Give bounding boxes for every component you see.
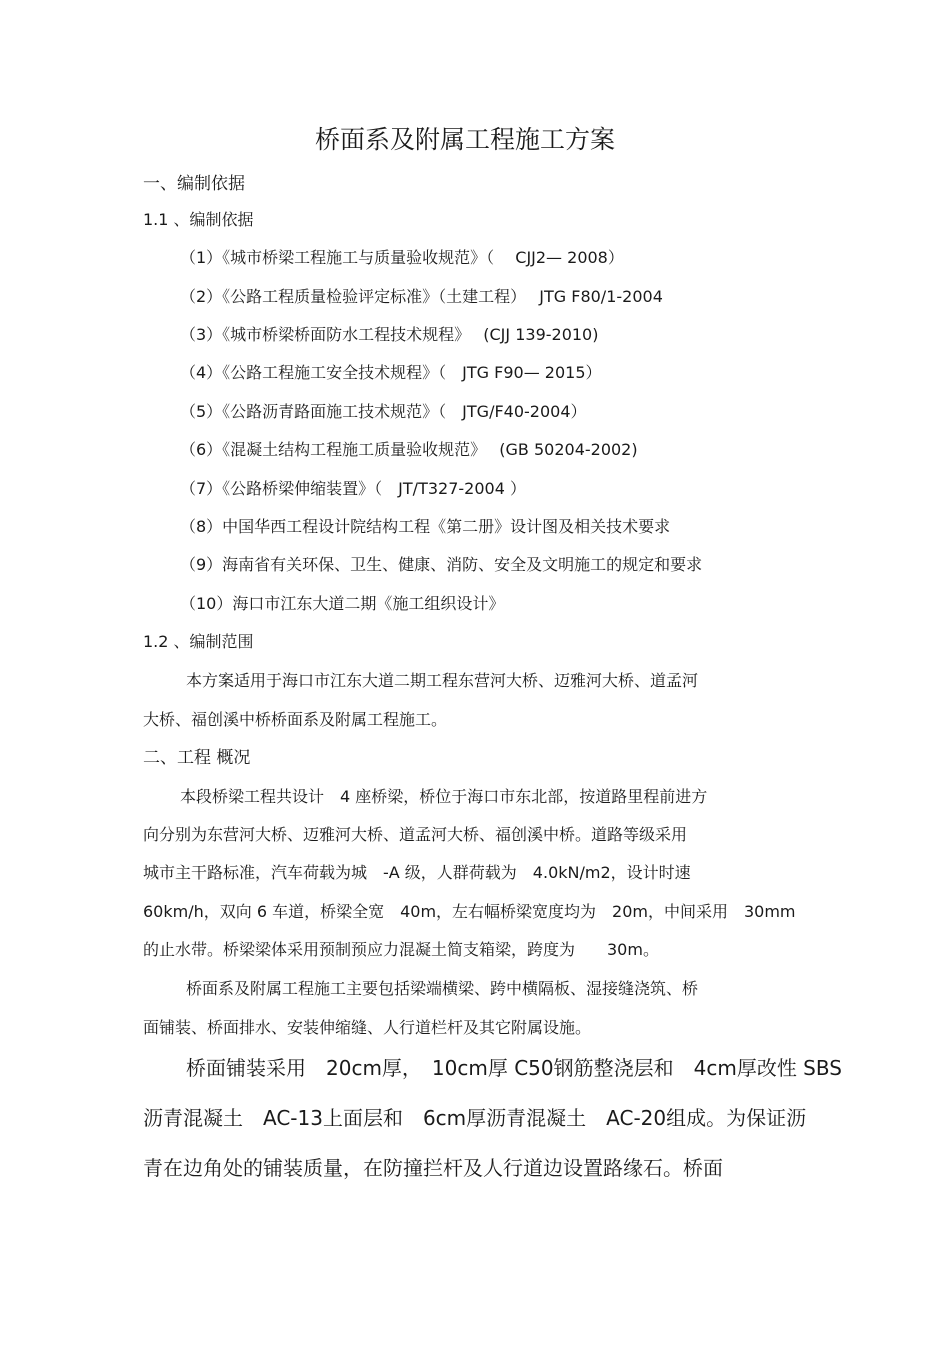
overview-paragraph-line: 向分别为东营河大桥、迈雅河大桥、道孟河大桥、福创溪中桥。道路等级采用	[143, 825, 688, 844]
scope-paragraph-line: 大桥、福创溪中桥桥面系及附属工程施工。	[143, 710, 448, 729]
reference-item: （9）海南省有关环保、卫生、健康、消防、安全及文明施工的规定和要求	[180, 555, 703, 574]
reference-item: （10）海口市江东大道二期《施工组织设计》	[180, 594, 505, 613]
overview-paragraph-line: 60km/h，双向 6 车道，桥梁全宽 40m，左右幅桥梁宽度均为 20m，中间采用 30mm	[143, 902, 796, 921]
reference-item: （3）《城市桥梁桥面防水工程技术规程》 (CJJ 139-2010)	[180, 325, 599, 344]
paving-paragraph-line: 桥面铺装采用 20cm厚， 10cm厚 C50钢筋整浇层和 4cm厚改性 SBS	[186, 1056, 842, 1080]
section-heading-overview: 二、工程 概况	[143, 748, 251, 768]
section-heading-basis: 一、编制依据	[143, 174, 245, 194]
scope-paragraph-line: 本方案适用于海口市江东大道二期工程东营河大桥、迈雅河大桥、道孟河	[186, 671, 699, 690]
reference-item: （6）《混凝土结构工程施工质量验收规范》 (GB 50204-2002)	[180, 440, 638, 459]
subsection-heading-scope: 1.2 、编制范围	[143, 632, 254, 651]
reference-item: （7）《公路桥梁伸缩装置》（ JT/T327-2004 ）	[180, 479, 526, 498]
reference-item: （4）《公路工程施工安全技术规程》（ JTG F90— 2015）	[180, 363, 602, 382]
subsection-heading-basis: 1.1 、编制依据	[143, 210, 254, 229]
reference-item: （1）《城市桥梁工程施工与质量验收规范》（ CJJ2— 2008）	[180, 248, 624, 267]
overview-paragraph-line: 的止水带。桥梁梁体采用预制预应力混凝土简支箱梁，跨度为 30m。	[143, 940, 659, 959]
reference-item: （2）《公路工程质量检验评定标准》（土建工程） JTG F80/1-2004	[180, 287, 663, 306]
overview-paragraph-line: 本段桥梁工程共设计 4 座桥梁，桥位于海口市东北部，按道路里程前进方	[180, 787, 708, 806]
overview-paragraph-line: 城市主干路标准，汽车荷载为城 -A 级，人群荷载为 4.0kN/m2，设计时速	[143, 863, 691, 882]
works-paragraph-line: 面铺装、桥面排水、安装伸缩缝、人行道栏杆及其它附属设施。	[143, 1018, 592, 1037]
works-paragraph-line: 桥面系及附属工程施工主要包括梁端横梁、跨中横隔板、湿接缝浇筑、桥	[186, 979, 699, 998]
reference-item: （8）中国华西工程设计院结构工程《第二册》设计图及相关技术要求	[180, 517, 671, 536]
paving-paragraph-line: 沥青混凝土 AC-13上面层和 6cm厚沥青混凝土 AC-20组成。为保证沥	[143, 1106, 807, 1130]
document-title: 桥面系及附属工程施工方案	[314, 125, 615, 154]
reference-item: （5）《公路沥青路面施工技术规范》（ JTG/F40-2004）	[180, 402, 587, 421]
paving-paragraph-line: 青在边角处的铺装质量，在防撞拦杆及人行道边设置路缘石。桥面	[143, 1156, 723, 1180]
